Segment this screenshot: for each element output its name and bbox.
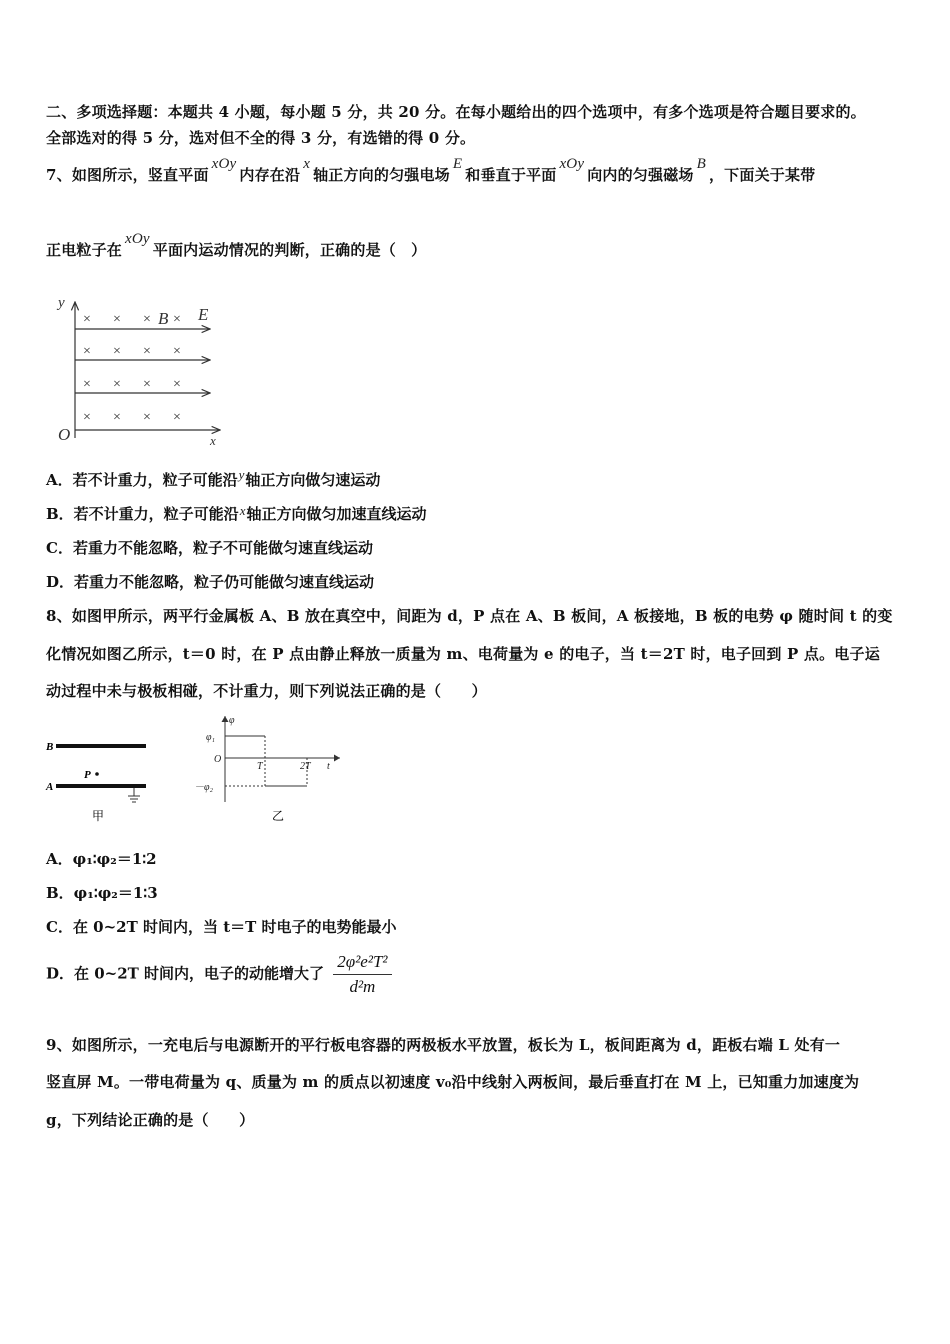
q7-stem-line1: 7、如图所示，竖直平面xOy内存在沿x轴正方向的匀强电场E和垂直于平面xOy向内的匀强磁场B，下面关于某带 — [46, 156, 816, 184]
origin-label: O — [58, 425, 71, 444]
e-field-label: E — [198, 305, 209, 324]
cross-mark: × — [83, 377, 91, 392]
phi1-tick-label: φ₁ — [206, 732, 216, 743]
t-2T-tick-label: 2T — [300, 761, 311, 772]
q8-stem-line1: 8、如图甲所示，两平行金属板 A、B 放在真空中，间距为 d，P 点在 A、B 板间，A 板接地，B 板的电势 φ 随时间 t 的变 — [46, 607, 893, 625]
q8-option-d[interactable]: D．在 0~2T 时间内，电子的动能增大了 $\frac{\text{2φ²e²T²}}{\text{d²m}}$ — [46, 952, 392, 997]
q7-option-d[interactable]: D．若重力不能忽略，粒子仍可能做匀速直线运动 — [46, 573, 375, 591]
q7-option-c[interactable]: C．若重力不能忽略，粒子不可能做匀速直线运动 — [46, 539, 373, 557]
cross-mark: × — [173, 312, 181, 327]
plate-a-label: A — [46, 781, 54, 793]
cross-mark: × — [173, 410, 181, 425]
section-instructions: 全部选对的得 5 分，选对但不全的得 3 分，有选错的得 0 分。 — [46, 129, 476, 147]
x-axis-label: x — [210, 433, 216, 448]
section-title: 二、多项选择题：本题共 4 小题，每小题 5 分，共 20 分。在每小题给出的四个选项中，有多个选项是符合题目要求的。 — [46, 103, 866, 121]
q8-stem-line3: 动过程中未与极板相碰，不计重力，则下列说法正确的是（ ） — [46, 682, 487, 700]
q9-stem-line3: g，下列结论正确的是（ ） — [46, 1111, 255, 1129]
q7-stem-line2: 正电粒子在xOy平面内运动情况的判断，正确的是（ ） — [46, 231, 427, 259]
cross-mark: × — [143, 410, 151, 425]
cross-mark: × — [83, 344, 91, 359]
neg-phi2-tick-label: －φ₂ — [194, 782, 214, 793]
q8-option-a[interactable]: A．φ₁∶φ₂＝1∶2 — [46, 850, 157, 868]
fig-jia-caption: 甲 — [92, 809, 105, 823]
q7-option-b[interactable]: B．若不计重力，粒子可能沿x轴正方向做匀加速直线运动 — [46, 503, 427, 523]
q7-option-a[interactable]: A．若不计重力，粒子可能沿y轴正方向做匀速运动 — [46, 467, 381, 489]
t-T-tick-label: T — [257, 761, 263, 772]
q9-stem-line2: 竖直屏 M。一带电荷量为 q、质量为 m 的质点以初速度 v₀沿中线射入两板间，最后垂直打在 M 上，已知重力加速度为 — [46, 1073, 860, 1091]
fig-yi-caption: 乙 — [272, 809, 285, 823]
q8-option-b[interactable]: B．φ₁∶φ₂＝1∶3 — [46, 884, 158, 902]
y-axis-label: y — [58, 295, 65, 311]
q7-field-figure — [50, 290, 230, 450]
point-p-label: P — [84, 769, 91, 781]
cross-mark: × — [143, 344, 151, 359]
fraction — [333, 952, 391, 997]
cross-mark: × — [143, 377, 151, 392]
cross-mark: × — [173, 377, 181, 392]
cross-mark: × — [83, 410, 91, 425]
b-field-label: B — [158, 309, 169, 328]
point-p-dot — [95, 772, 99, 776]
q8-figure-jia — [44, 728, 159, 828]
cross-mark: × — [113, 377, 121, 392]
q9-stem-line1: 9、如图所示，一充电后与电源断开的平行板电容器的两极板水平放置，板长为 L，板间距离为 d，距板右端 L 处有一 — [46, 1036, 841, 1054]
origin-label: O — [214, 754, 222, 765]
phi-axis-label: φ — [229, 715, 235, 726]
cross-mark: × — [83, 312, 91, 327]
cross-mark: × — [113, 410, 121, 425]
fraction-denominator: d²m — [349, 977, 376, 996]
cross-mark: × — [113, 344, 121, 359]
fraction-numerator: 2φ²e²T² — [333, 952, 391, 975]
cross-mark: × — [113, 312, 121, 327]
q8-option-c[interactable]: C．在 0~2T 时间内，当 t＝T 时电子的电势能最小 — [46, 918, 397, 936]
cross-mark: × — [173, 344, 181, 359]
q8-stem-line2: 化情况如图乙所示，t＝0 时，在 P 点由静止释放一质量为 m、电荷量为 e 的电子，当 t＝2T 时，电子回到 P 点。电子运 — [46, 645, 880, 663]
plate-b-label: B — [46, 741, 54, 753]
cross-mark: × — [143, 312, 151, 327]
t-axis-label: t — [327, 761, 330, 772]
q8-figure-yi — [192, 710, 352, 825]
